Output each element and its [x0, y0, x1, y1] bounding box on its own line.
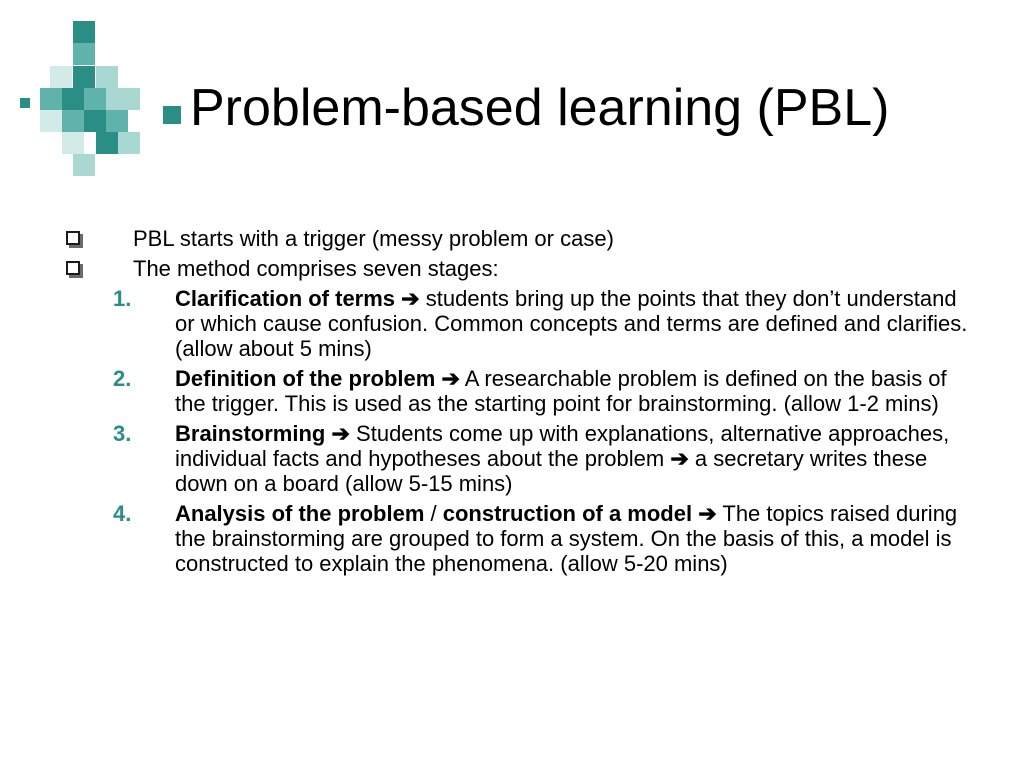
stage-item [0, 421, 1024, 496]
pixel-squares-logo [0, 0, 160, 180]
stage-text: Students come up with explanations, alternative approaches, individual facts and hypotheses about the problem [175, 421, 950, 471]
title-square-bullet-icon [163, 106, 181, 124]
bullet-item [0, 256, 1024, 281]
stage-title: Definition of the problem [175, 366, 436, 391]
bullet-text: The method comprises seven stages: [133, 256, 499, 281]
stage-title: Brainstorming [175, 421, 326, 446]
stage-description [175, 286, 975, 361]
stage-text: The topics raised during the brainstorming are grouped to form a system. On the basis of this, a model is constructed to explain the phenomena. (allow 5-20 mins) [175, 501, 958, 576]
stage-title: construction of a model [442, 501, 693, 526]
right-arrow-icon: ➔ [670, 446, 689, 471]
bullet-item [0, 226, 1024, 251]
checkbox-square-icon [66, 231, 80, 245]
stage-text: students bring up the points that they don’t understand or which cause confusion. Common concepts and terms are defined and clarifies. (allow about 5 mins) [175, 286, 968, 361]
stage-text: A researchable problem is defined on the basis of the trigger. This is used as the starting point for brainstorming. (allow 1-2 mins) [175, 366, 947, 416]
stage-item [0, 366, 1024, 416]
stage-number: 3. [113, 421, 132, 446]
right-arrow-icon: ➔ [331, 421, 350, 446]
stage-description [175, 501, 975, 576]
bullet-text: PBL starts with a trigger (messy problem or case) [133, 226, 614, 251]
slide-body [0, 226, 1024, 581]
stage-number: 1. [113, 286, 132, 311]
stage-number: 2. [113, 366, 132, 391]
stage-title-separator: / [424, 501, 443, 526]
stage-item [0, 286, 1024, 361]
checkbox-square-icon [66, 261, 80, 275]
stage-text: a secretary writes these down on a board (allow 5-15 mins) [175, 446, 928, 496]
stage-description [175, 366, 975, 416]
right-arrow-icon: ➔ [698, 501, 717, 526]
stage-item [0, 501, 1024, 576]
right-arrow-icon: ➔ [401, 286, 420, 311]
stage-number: 4. [113, 501, 132, 526]
slide-title: Problem-based learning (PBL) [190, 79, 890, 137]
right-arrow-icon: ➔ [441, 366, 460, 391]
stage-title: Analysis of the problem [175, 501, 425, 526]
stage-description [175, 421, 975, 496]
stage-title: Clarification of terms [175, 286, 396, 311]
